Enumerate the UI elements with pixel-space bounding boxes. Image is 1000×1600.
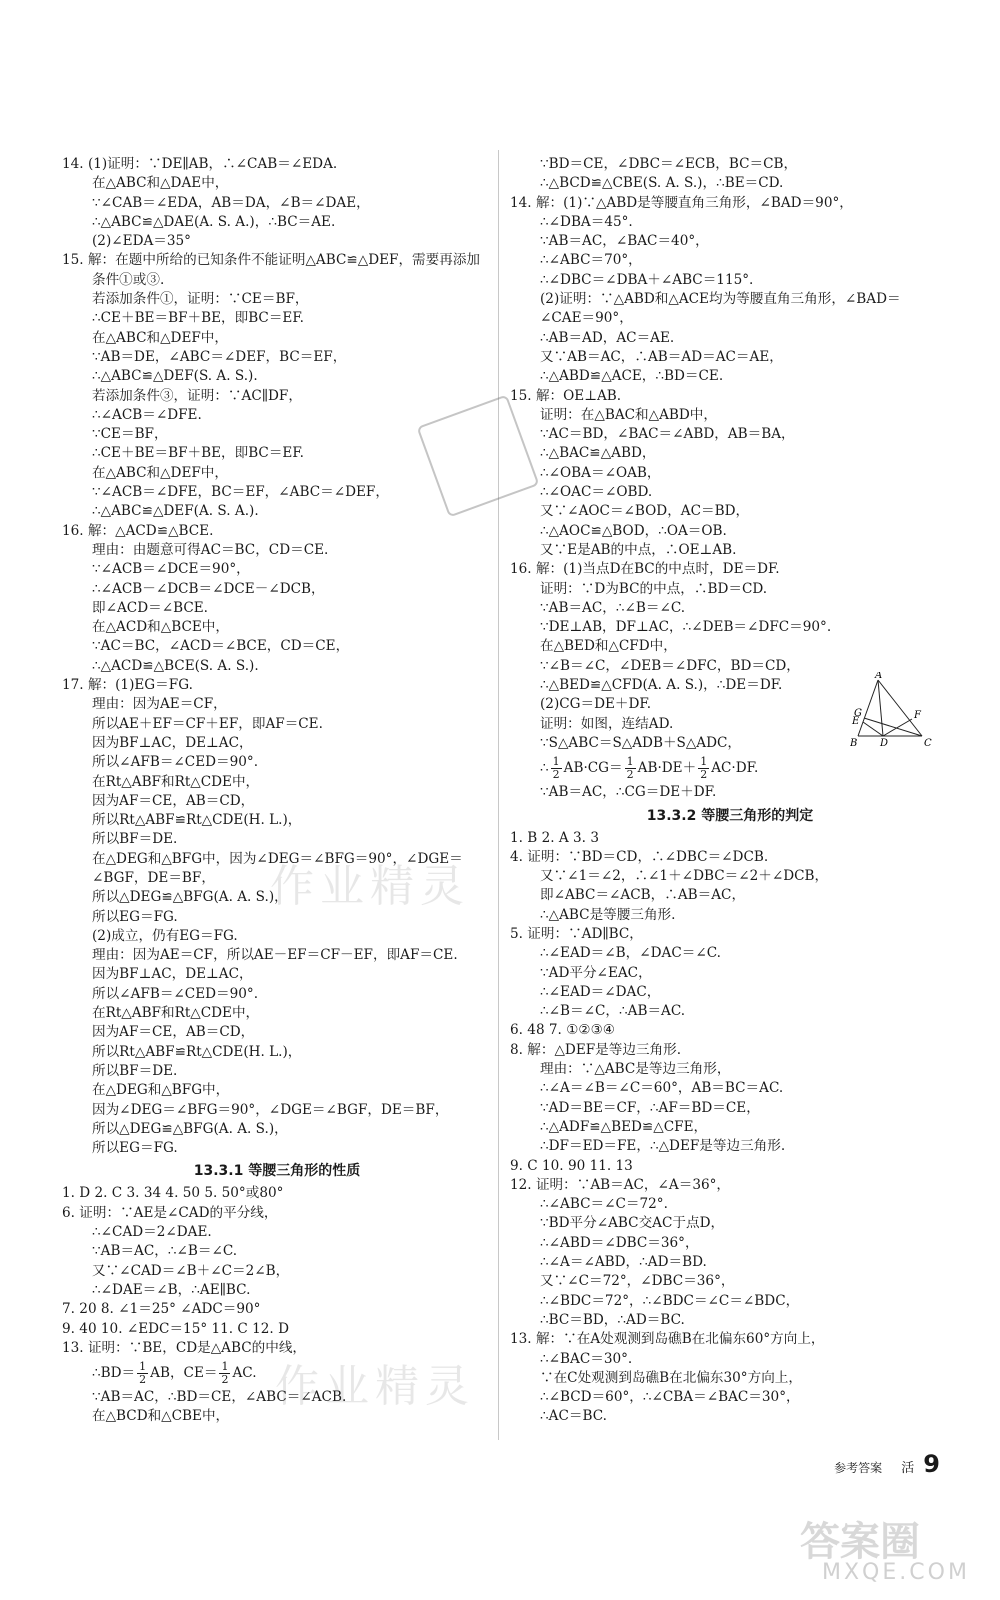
page-number: 9	[923, 1450, 940, 1478]
answer-line: ∴△ADF≌△BED≌△CFE，	[540, 1118, 708, 1135]
answer-line: 6. 证明：∵AE是∠CAD的平分线，	[62, 1204, 278, 1221]
answer-line: ∴∠ACB－∠DCB＝∠DCE－∠DCB，	[92, 580, 325, 597]
answer-line: ∵AB＝AC，∴CG＝DE＋DF.	[540, 784, 717, 801]
answer-text: AB·CG＝	[563, 760, 623, 777]
answer-line: ∴△ACD≌△BCE(S. A. S.).	[92, 657, 259, 674]
answer-line: 在Rt△ABF和Rt△CDE中，	[92, 773, 260, 790]
answer-line: 15. 解：在题中所给的已知条件不能证明△ABC≌△DEF，需要再添加	[62, 252, 481, 269]
answer-line: 9. C 10. 90 11. 13	[510, 1157, 633, 1174]
answer-line: ∴△ABC≌△DEF(A. S. A.).	[92, 503, 259, 520]
answer-line: ∴∠DBC＝∠DBA＋∠ABC＝115°.	[540, 271, 754, 288]
answer-line: ∴∠ACB＝∠DFE.	[92, 406, 202, 423]
answer-line: (2)∠EDA＝35°	[92, 233, 191, 250]
fraction	[219, 1361, 230, 1386]
answer-line: ∴∠EAD＝∠B，∠DAC＝∠C.	[540, 945, 721, 962]
answer-line: 在△DEG和△BFG中，	[92, 1082, 230, 1099]
answer-line: ∵BD＝CE，∠DBC＝∠ECB，BC＝CB，	[540, 156, 798, 172]
answer-line: 因为BF⊥AC，DE⊥AC，	[92, 966, 253, 983]
column-divider	[498, 150, 499, 1440]
answer-line: ∵AB＝AC，∠BAC＝40°，	[540, 233, 709, 250]
answer-line: ∴∠DAE＝∠B，∴AE∥BC.	[92, 1281, 251, 1298]
fraction	[698, 756, 709, 781]
answer-line: 8. 解：△DEF是等边三角形.	[510, 1041, 682, 1058]
answer-line: 13. 解：∵在A处观测到岛礁B在北偏东60°方向上，	[510, 1331, 825, 1348]
answer-line: 在△ABC和△DEF中，	[92, 329, 228, 346]
answer-line: ∴∠BAC＝30°.	[540, 1350, 633, 1367]
answer-line: 又∵AB＝AC，∴AB＝AD＝AC＝AE，	[540, 348, 783, 365]
right-column	[510, 155, 950, 1427]
answer-text: AC.	[232, 1365, 257, 1382]
answer-line: ∵∠ACB＝∠DCE＝90°，	[92, 561, 250, 578]
fraction-numerator: 1	[626, 755, 634, 769]
answer-line: 4. 证明：∵BD＝CD，∴∠DBC＝∠DCB.	[510, 848, 769, 865]
answer-line: 因为AF＝CE，AB＝CD，	[92, 1024, 255, 1041]
answer-line: 14. 解：(1)∵△ABD是等腰直角三角形，∠BAD＝90°，	[510, 194, 853, 211]
answer-line: 条件①或③.	[92, 271, 165, 288]
answer-line: ∴∠A＝∠B＝∠C＝60°，AB＝BC＝AC.	[540, 1080, 784, 1097]
answer-line: 9. 40 10. ∠EDC＝15° 11. C 12. D	[62, 1320, 289, 1337]
answer-line: ∴∠ABD＝∠DBC＝36°，	[540, 1234, 699, 1251]
answer-line: 即∠ABC＝∠ACB，∴AB＝AC，	[540, 887, 746, 904]
answer-line: 13. 证明：∵BE，CD是△ABC的中线，	[62, 1339, 307, 1356]
answer-line: 所以Rt△ABF≌Rt△CDE(H. L.)，	[92, 812, 302, 829]
answer-line: 所以△DEG≌△BFG(A. A. S.)，	[92, 889, 288, 906]
answer-line: 在△BCD和△CBE中，	[92, 1408, 230, 1425]
answer-line: ∴△AOC≌△BOD，∴OA＝OB.	[540, 522, 727, 539]
answer-line: 在△BED和△CFD中，	[540, 638, 677, 655]
answer-line: ∠BGF，DE＝BF，	[92, 869, 215, 886]
answer-text: AB，CE＝	[150, 1365, 218, 1382]
answer-line: 又∵∠AOC＝∠BOD，AC＝BD，	[540, 503, 750, 520]
answer-line: ∴BC＝BD，∴AD＝BC.	[540, 1311, 685, 1328]
answer-line: 在△ABC和△DEF中，	[92, 464, 228, 481]
answer-line: ∴CE＋BE＝BF＋BE，即BC＝EF.	[92, 445, 304, 462]
fraction-numerator: 1	[552, 755, 560, 769]
label-G: G	[854, 708, 862, 719]
answer-line: 7. 20 8. ∠1＝25° ∠ADC＝90°	[62, 1301, 261, 1318]
answer-line: 1. B 2. A 3. 3	[510, 829, 599, 846]
brand-logo: 答案圈	[800, 1519, 920, 1565]
answer-line: 所以△DEG≌△BFG(A. A. S.)，	[92, 1120, 288, 1137]
answer-line: (2)CG＝DE＋DF.	[540, 696, 652, 713]
answer-line: ∵AD＝BE＝CF，∴AF＝BD＝CE，	[540, 1099, 760, 1116]
answer-line: 证明：在△BAC和△ABD中，	[540, 406, 717, 423]
answer-line: ∴∠OAC＝∠OBD.	[540, 484, 653, 501]
answer-line: ∵DE⊥AB，DF⊥AC，∴∠DEB＝∠DFC＝90°.	[540, 619, 832, 636]
answer-line: ∴∠BCD＝60°，∴∠CBA＝∠BAC＝30°，	[540, 1389, 800, 1406]
answer-line: 又∵E是AB的中点，∴OE⊥AB.	[540, 541, 737, 558]
answer-line: 12. 证明：∵AB＝AC，∠A＝36°，	[510, 1176, 731, 1193]
answer-line: ∵在C处观测到岛礁B在北偏东30°方向上，	[540, 1369, 802, 1386]
answer-text: ∴BD＝	[92, 1365, 136, 1382]
answer-line: 又∵∠C＝72°，∠DBC＝36°，	[540, 1273, 735, 1290]
label-E: E	[852, 716, 860, 727]
fraction-numerator: 1	[700, 755, 708, 769]
watermark-text: 作业精灵	[270, 861, 470, 912]
answer-text: AB·DE＋	[637, 760, 697, 777]
answer-line: ∴△BAC≌△ABD，	[540, 445, 656, 462]
answer-line: 在△ACD和△BCE中，	[92, 619, 229, 636]
answer-line: ∵∠B＝∠C，∠DEB＝∠DFC，BD＝CD，	[540, 657, 800, 674]
answer-line: 所以EG＝FG.	[92, 908, 178, 925]
footer-mark: 活	[901, 1461, 915, 1476]
left-column	[62, 155, 492, 1427]
answer-line: ∴∠DBA＝45°.	[540, 213, 633, 230]
answer-line: ∵CE＝BF，	[92, 426, 168, 443]
answer-line: ∴∠A＝∠ABD，∴AD＝BD.	[540, 1254, 707, 1271]
fraction	[625, 756, 636, 781]
fraction-denominator: 2	[552, 768, 560, 782]
answer-line: ∵AB＝AC，∴BD＝CE，∠ABC＝∠ACB.	[92, 1389, 347, 1406]
answer-line: ∴∠BDC＝72°，∴∠BDC＝∠C＝∠BDC，	[540, 1292, 800, 1309]
answer-line: ∵AB＝DE，∠ABC＝∠DEF，BC＝EF，	[92, 348, 347, 365]
answer-line: 理由：因为AE＝CF，所以AE－EF＝CF－EF，即AF＝CE.	[92, 947, 458, 964]
fraction-denominator: 2	[221, 1373, 229, 1387]
answer-line: 若添加条件①，证明：∵CE＝BF，	[92, 291, 309, 308]
answer-line: ∴∠ABC＝70°，	[540, 252, 642, 269]
answer-line: ∴∠OBA＝∠OAB，	[540, 464, 661, 481]
answer-line: 6. 48 7. ①②③④	[510, 1022, 615, 1039]
answer-line: ∴CE＋BE＝BF＋BE，即BC＝EF.	[92, 310, 304, 327]
answer-line: ∵AC＝BD，∠BAC＝∠ABD，AB＝BA，	[540, 426, 795, 443]
answer-line: 即∠ACD＝∠BCE.	[92, 599, 208, 616]
fraction-numerator: 1	[221, 1360, 229, 1374]
fraction	[137, 1361, 148, 1386]
answer-line: ∵AC＝BC，∠ACD＝∠BCE，CD＝CE，	[92, 638, 350, 655]
answer-line: 又∵∠CAD＝∠B＋∠C＝2∠B，	[92, 1262, 290, 1279]
answer-line: 因为∠DEG＝∠BFG＝90°，∠DGE＝∠BGF，DE＝BF，	[92, 1101, 449, 1118]
answer-line: 所以∠AFB＝∠CED＝90°.	[92, 754, 259, 771]
answer-line	[510, 753, 950, 783]
answer-line: 理由：∵△ABC是等边三角形，	[540, 1061, 731, 1078]
watermark-text: 作业精灵	[275, 1361, 475, 1412]
answer-line: ∴∠ABC＝∠C＝72°.	[540, 1196, 668, 1213]
answer-line: ∵∠ACB＝∠DFE，BC＝EF，∠ABC＝∠DEF，	[92, 484, 389, 501]
answer-line: 所以Rt△ABF≌Rt△CDE(H. L.)，	[92, 1043, 302, 1060]
answer-text: AC·DF.	[711, 760, 759, 777]
answer-line: ∴△ABC是等腰三角形.	[540, 906, 676, 923]
answer-line: ∵S△ABC＝S△ADB＋S△ADC，	[540, 734, 742, 751]
fraction-numerator: 1	[139, 1360, 147, 1374]
answer-line: ∵AB＝AC，∴∠B＝∠C.	[540, 599, 686, 616]
answer-line: ∴DF＝ED＝FE，∴△DEF是等边三角形.	[540, 1138, 786, 1155]
answer-line: 16. 解：(1)当点D在BC的中点时，DE＝DF.	[510, 561, 780, 578]
answer-line: ∴△ABC≌△DEF(S. A. S.).	[92, 368, 258, 385]
page-footer	[834, 1450, 940, 1478]
section-heading: 13.3.2 等腰三角形的判定	[646, 807, 814, 824]
fraction	[551, 756, 562, 781]
answer-line: 若添加条件③，证明：∵AC∥DF，	[92, 387, 302, 404]
answer-line: 所以EG＝FG.	[92, 1140, 178, 1157]
answer-line: ∴AC＝BC.	[540, 1408, 607, 1425]
answer-line: 1. D 2. C 3. 34 4. 50 5. 50°或80°	[62, 1185, 284, 1202]
answer-line: (2)成立，仍有EG＝FG.	[92, 927, 238, 944]
label-B: B	[850, 738, 858, 747]
label-C: C	[924, 738, 932, 747]
label-A: A	[875, 672, 883, 681]
answer-line: 所以AE＋EF＝CF＋EF，即AF＝CE.	[92, 715, 323, 732]
answer-line: 因为BF⊥AC，DE⊥AC，	[92, 734, 253, 751]
answer-line: 17. 解：(1)EG＝FG.	[62, 677, 193, 694]
answer-line: 证明：∵D为BC的中点，∴BD＝CD.	[540, 580, 768, 597]
answer-line: 理由：由题意可得AC＝BC，CD＝CE.	[92, 541, 329, 558]
answer-line: ∴∠B＝∠C，∴AB＝AC.	[540, 1003, 686, 1020]
fraction-denominator: 2	[626, 768, 634, 782]
answer-line: 理由：因为AE＝CF，	[92, 696, 227, 713]
therefore-symbol: ∴	[540, 760, 549, 777]
answer-line: (2)证明：∵△ABD和△ACE均为等腰直角三角形，∠BAD＝	[540, 291, 901, 308]
footer-label: 参考答案	[834, 1461, 883, 1475]
answer-line: ∠CAE＝90°，	[540, 310, 633, 327]
answer-line: 所以∠AFB＝∠CED＝90°.	[92, 985, 259, 1002]
fraction-denominator: 2	[700, 768, 708, 782]
answer-line: ∴∠CAD＝2∠DAE.	[92, 1224, 212, 1241]
answer-line: ∴△ABC≌△DAE(A. S. A.)，∴BC＝AE.	[92, 213, 336, 230]
answer-line: 所以BF＝DE.	[92, 1062, 178, 1079]
answer-line: 证明：如图，连结AD.	[540, 715, 674, 732]
answer-line: ∴∠EAD＝∠DAC，	[540, 983, 661, 1000]
answer-line: 5. 证明：∵AD∥BC，	[510, 925, 643, 942]
answer-line: ∴△ABD≌△ACE，∴BD＝CE.	[540, 368, 724, 385]
answer-line: ∵AD平分∠EAC，	[540, 964, 652, 981]
answer-line: 在Rt△ABF和Rt△CDE中，	[92, 1005, 260, 1022]
answer-line: ∴△BCD≌△CBE(S. A. S.)，∴BE＝CD.	[540, 175, 784, 192]
isosceles-triangle-figure	[850, 672, 950, 747]
answer-line: 因为AF＝CE，AB＝CD，	[92, 792, 255, 809]
answer-line: 又∵∠1＝∠2，∴∠1＋∠DBC＝∠2＋∠DCB，	[540, 868, 829, 885]
answer-line: 16. 解：△ACD≌△BCE.	[62, 522, 214, 539]
brand-url: MXQE.COM	[822, 1560, 970, 1585]
answer-line: 15. 解：OE⊥AB.	[510, 387, 622, 404]
answer-line: 在△DEG和△BFG中，因为∠DEG＝∠BFG＝90°，∠DGE＝	[92, 850, 463, 867]
answer-line: 所以BF＝DE.	[92, 831, 178, 848]
answer-line: ∵AB＝AC，∴∠B＝∠C.	[92, 1243, 238, 1260]
fraction-denominator: 2	[139, 1373, 147, 1387]
label-F: F	[914, 710, 921, 721]
answer-line: ∴△BED≌△CFD(A. A. S.)，∴DE＝DF.	[540, 677, 783, 694]
answer-line: ∴AB＝AD，AC＝AE.	[540, 329, 675, 346]
section-heading: 13.3.1 等腰三角形的性质	[193, 1163, 361, 1180]
answer-line: 在△ABC和△DAE中，	[92, 175, 229, 192]
answer-line: 14. (1)证明：∵DE∥AB，∴∠CAB＝∠EDA.	[62, 156, 338, 172]
answer-line: ∵∠CAB＝∠EDA，AB＝DA，∠B＝∠DAE，	[92, 194, 370, 211]
label-D: D	[880, 738, 889, 747]
answer-line: ∵BD平分∠ABC交AC于点D，	[540, 1215, 725, 1232]
